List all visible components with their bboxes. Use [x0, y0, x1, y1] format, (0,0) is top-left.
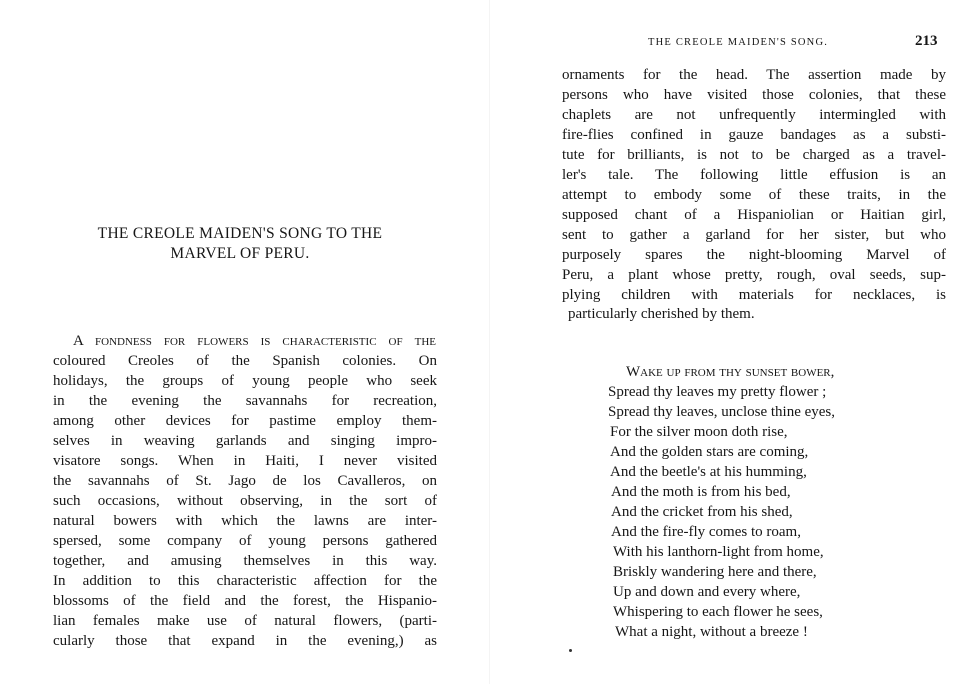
- text-line: ornaments for the head. The assertion made by: [562, 67, 946, 83]
- text-line: attempt to embody some of these traits, in the: [562, 187, 946, 203]
- text-line: cularly those that expand in the evening,) as: [53, 633, 437, 649]
- poem-line: Spread thy leaves my pretty flower ;: [608, 384, 827, 400]
- poem-line: And the fire-fly comes to roam,: [611, 524, 801, 540]
- poem-line: With his lanthorn-light from home,: [613, 544, 824, 560]
- poem-line: Whispering to each flower he sees,: [613, 604, 823, 620]
- text-line: supposed chant of a Hispaniolian or Haitian girl,: [562, 207, 946, 223]
- page-number: 213: [915, 33, 938, 49]
- poem-line: Wake up from thy sunset bower,: [626, 364, 835, 380]
- text-line: in the evening the savannahs for recreation,: [53, 393, 437, 409]
- poem-line: Spread thy leaves, unclose thine eyes,: [608, 404, 836, 420]
- text-line: natural bowers with which the lawns are inter-: [53, 513, 437, 529]
- poem-line: And the golden stars are coming,: [610, 444, 809, 460]
- poem-line: And the moth is from his bed,: [611, 484, 791, 500]
- text-line: A fondness for flowers is characteristic of the: [73, 333, 436, 349]
- text-line: sent to gather a garland for her sister, but who: [562, 227, 946, 243]
- text-line: fire-flies confined in gauze bandages as a substi-: [562, 127, 946, 143]
- text-line: selves in weaving garlands and singing impro-: [53, 433, 437, 449]
- poem-line: Briskly wandering here and there,: [613, 564, 817, 580]
- text-line: In addition to this characteristic affection for the: [53, 573, 437, 589]
- poem-line: For the silver moon doth rise,: [610, 424, 788, 440]
- text-line: purposely spares the night-blooming Marvel of: [562, 247, 946, 263]
- text-line: holidays, the groups of young people who seek: [53, 373, 437, 389]
- chapter-title-line-2: MARVEL OF PERU.: [170, 245, 310, 262]
- text-line: chaplets are not unfrequently intermingled with: [562, 107, 946, 123]
- text-line: the savannahs of St. Jago de los Cavalleros, on: [53, 473, 437, 489]
- text-line: together, and amusing themselves in this way.: [53, 553, 437, 569]
- chapter-title-line-1: THE CREOLE MAIDEN'S SONG TO THE: [97, 225, 383, 242]
- text-line: among other devices for pastime employ them-: [53, 413, 437, 429]
- text-line: particularly cherished by them.: [568, 306, 755, 322]
- poem-line: And the cricket from his shed,: [611, 504, 793, 520]
- running-head: THE CREOLE MAIDEN'S SONG.: [648, 37, 829, 48]
- text-line: lian females make use of natural flowers, (parti-: [53, 613, 437, 629]
- text-line: persons who have visited those colonies, that these: [562, 87, 946, 103]
- ink-speck: [569, 649, 572, 652]
- text-line: tute for brilliants, is not to be charged as a travel-: [562, 147, 946, 163]
- right-page: [490, 0, 980, 684]
- text-line: Peru, a plant whose pretty, rough, oval seeds, sup-: [562, 267, 946, 283]
- text-line: ler's tale. The following little effusion is an: [562, 167, 946, 183]
- text-line: coloured Creoles of the Spanish colonies. On: [53, 353, 437, 369]
- poem-line: What a night, without a breeze !: [615, 624, 808, 640]
- text-line: blossoms of the field and the forest, the Hispanio-: [53, 593, 437, 609]
- poem-line: And the beetle's at his humming,: [610, 464, 807, 480]
- text-line: visatore songs. When in Haiti, I never visited: [53, 453, 437, 469]
- text-line: plying children with materials for necklaces, is: [562, 287, 946, 303]
- chapter-title: [50, 224, 430, 264]
- text-line: such occasions, without observing, in the sort of: [53, 493, 437, 509]
- poem-line: Up and down and every where,: [613, 584, 801, 600]
- text-line: spersed, some company of young persons gathered: [53, 533, 437, 549]
